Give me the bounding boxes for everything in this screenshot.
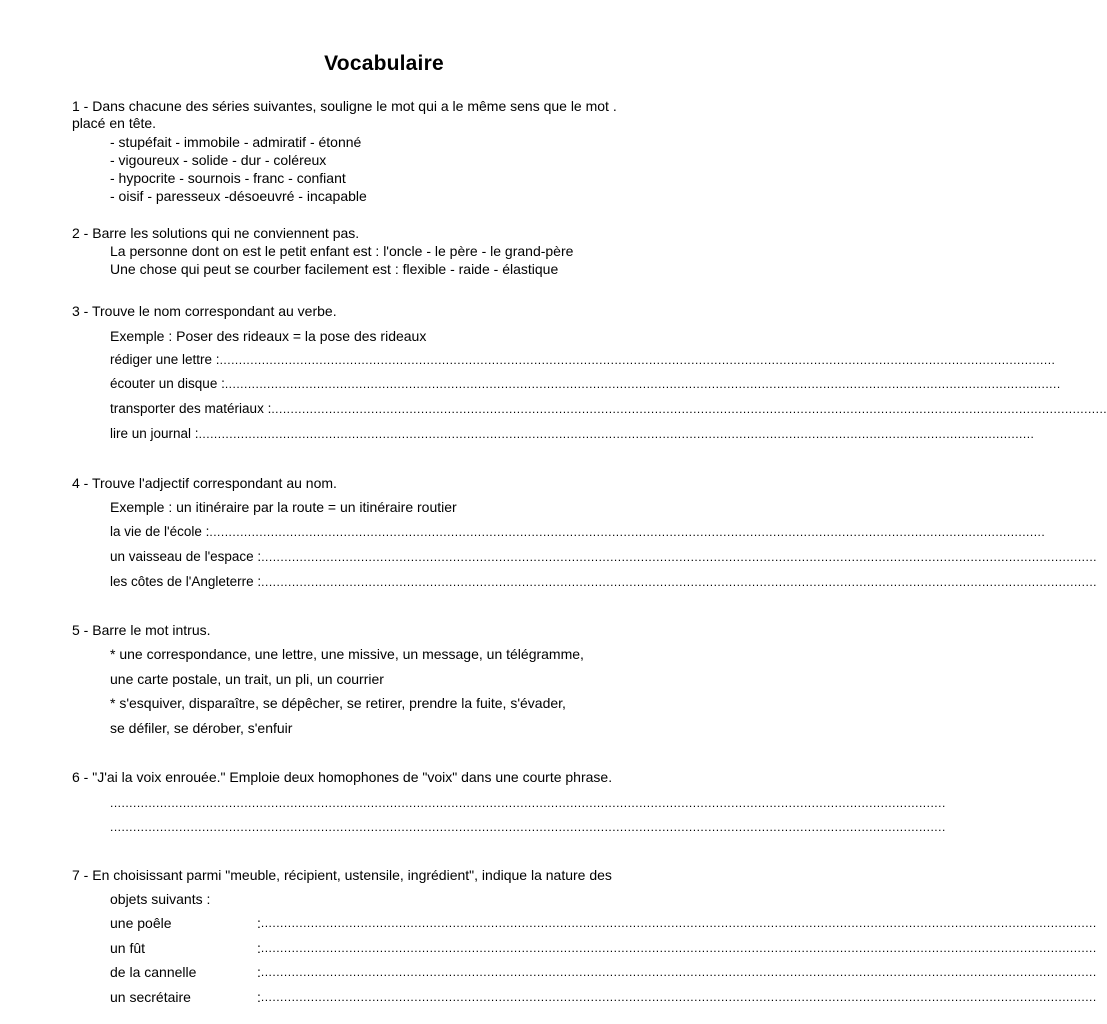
answer-dots[interactable]: .......................................................................................................................................................................................................................... [224,377,1061,391]
q7-instruction-line1: 7 - En choisissant parmi "meuble, récipient, ustensile, ingrédient", indique la nature des [72,867,612,883]
q5-line-2: une carte postale, un trait, un pli, un courrier [110,671,384,687]
q6-answer-line-1[interactable]: .......................................................................................................................................................................................................................... [110,796,946,810]
q1-instruction-line1: 1 - Dans chacune des séries suivantes, souligne le mot qui a le même sens que le mot . [72,98,617,114]
q4-answer-line[interactable] [110,523,1046,541]
q3-item-label: rédiger une lettre : [110,352,220,367]
q5-instruction: 5 - Barre le mot intrus. [72,622,211,638]
q3-answer-line[interactable] [110,400,1107,418]
page-title: Vocabulaire [324,52,444,75]
q5-line-4: se défiler, se dérober, s'enfuir [110,720,293,736]
q3-answer-line[interactable] [110,425,1035,443]
q7-separator: : [257,964,261,980]
q2-item-1: La personne dont on est le petit enfant est : l'oncle - le père - le grand-père [110,243,574,259]
q7-object-label: un secrétaire [110,989,191,1005]
q4-item-label: un vaisseau de l'espace : [110,549,262,564]
answer-dots[interactable]: .......................................................................................................................................................................................................................... [261,575,1097,589]
q6-instruction: 6 - "J'ai la voix enrouée." Emploie deux homophones de "voix" dans une courte phrase. [72,769,613,785]
q7-instruction-line2: objets suivants : [110,891,211,907]
answer-dots[interactable]: .......................................................................................................................................................................................................................... [198,427,1035,441]
q4-item-label: les côtes de l'Angleterre : [110,574,262,589]
q4-item-label: la vie de l'école : [110,524,210,539]
q7-object-row[interactable] [110,963,1097,981]
q3-answer-line[interactable] [110,375,1061,393]
q3-item-label: écouter un disque : [110,376,225,391]
q2-item-2: Une chose qui peut se courber facilement est : flexible - raide - élastique [110,261,559,277]
answer-dots[interactable]: .......................................................................................................................................................................................................................... [260,916,1097,930]
q1-instruction-line2: placé en tête. [72,115,157,131]
q4-answer-line[interactable] [110,573,1097,591]
q3-example: Exemple : Poser des rideaux = la pose des rideaux [110,328,427,344]
q4-instruction: 4 - Trouve l'adjectif correspondant au nom. [72,475,337,491]
q7-separator: : [257,940,261,956]
q3-item-label: transporter des matériaux : [110,401,272,416]
answer-dots[interactable]: .......................................................................................................................................................................................................................... [260,965,1097,979]
q2-instruction: 2 - Barre les solutions qui ne conviennent pas. [72,225,360,241]
q7-separator: : [257,989,261,1005]
q7-object-label: de la cannelle [110,964,197,980]
q7-object-label: un fût [110,940,146,956]
q5-line-3: * s'esquiver, disparaître, se dépêcher, se retirer, prendre la fuite, s'évader, [110,695,566,711]
q7-object-label: une poêle [110,915,172,931]
q6-answer-line-2[interactable]: .......................................................................................................................................................................................................................... [110,820,946,834]
q3-answer-line[interactable] [110,351,1056,369]
answer-dots[interactable]: .......................................................................................................................................................................................................................... [209,525,1046,539]
q3-instruction: 3 - Trouve le nom correspondant au verbe. [72,303,337,319]
answer-dots[interactable]: .......................................................................................................................................................................................................................... [271,402,1107,416]
q1-series-2: - vigoureux - solide - dur - coléreux [110,152,327,168]
answer-dots[interactable]: .......................................................................................................................................................................................................................... [219,353,1056,367]
answer-dots[interactable]: .......................................................................................................................................................................................................................... [260,941,1097,955]
q1-series-3: - hypocrite - sournois - franc - confiant [110,170,346,186]
q3-item-label: lire un journal : [110,426,199,441]
q1-series-1: - stupéfait - immobile - admiratif - étonné [110,134,362,150]
q7-separator: : [257,915,261,931]
q7-object-row[interactable] [110,939,1097,957]
q7-object-row[interactable] [110,914,1097,932]
answer-dots[interactable]: .......................................................................................................................................................................................................................... [260,990,1097,1004]
q4-answer-line[interactable] [110,548,1097,566]
q5-line-1: * une correspondance, une lettre, une missive, un message, un télégramme, [110,646,584,662]
q4-example: Exemple : un itinéraire par la route = un itinéraire routier [110,499,457,515]
q1-series-4: - oisif - paresseux -désoeuvré - incapable [110,188,367,204]
q7-object-row[interactable] [110,988,1097,1006]
answer-dots[interactable]: .......................................................................................................................................................................................................................... [261,550,1097,564]
